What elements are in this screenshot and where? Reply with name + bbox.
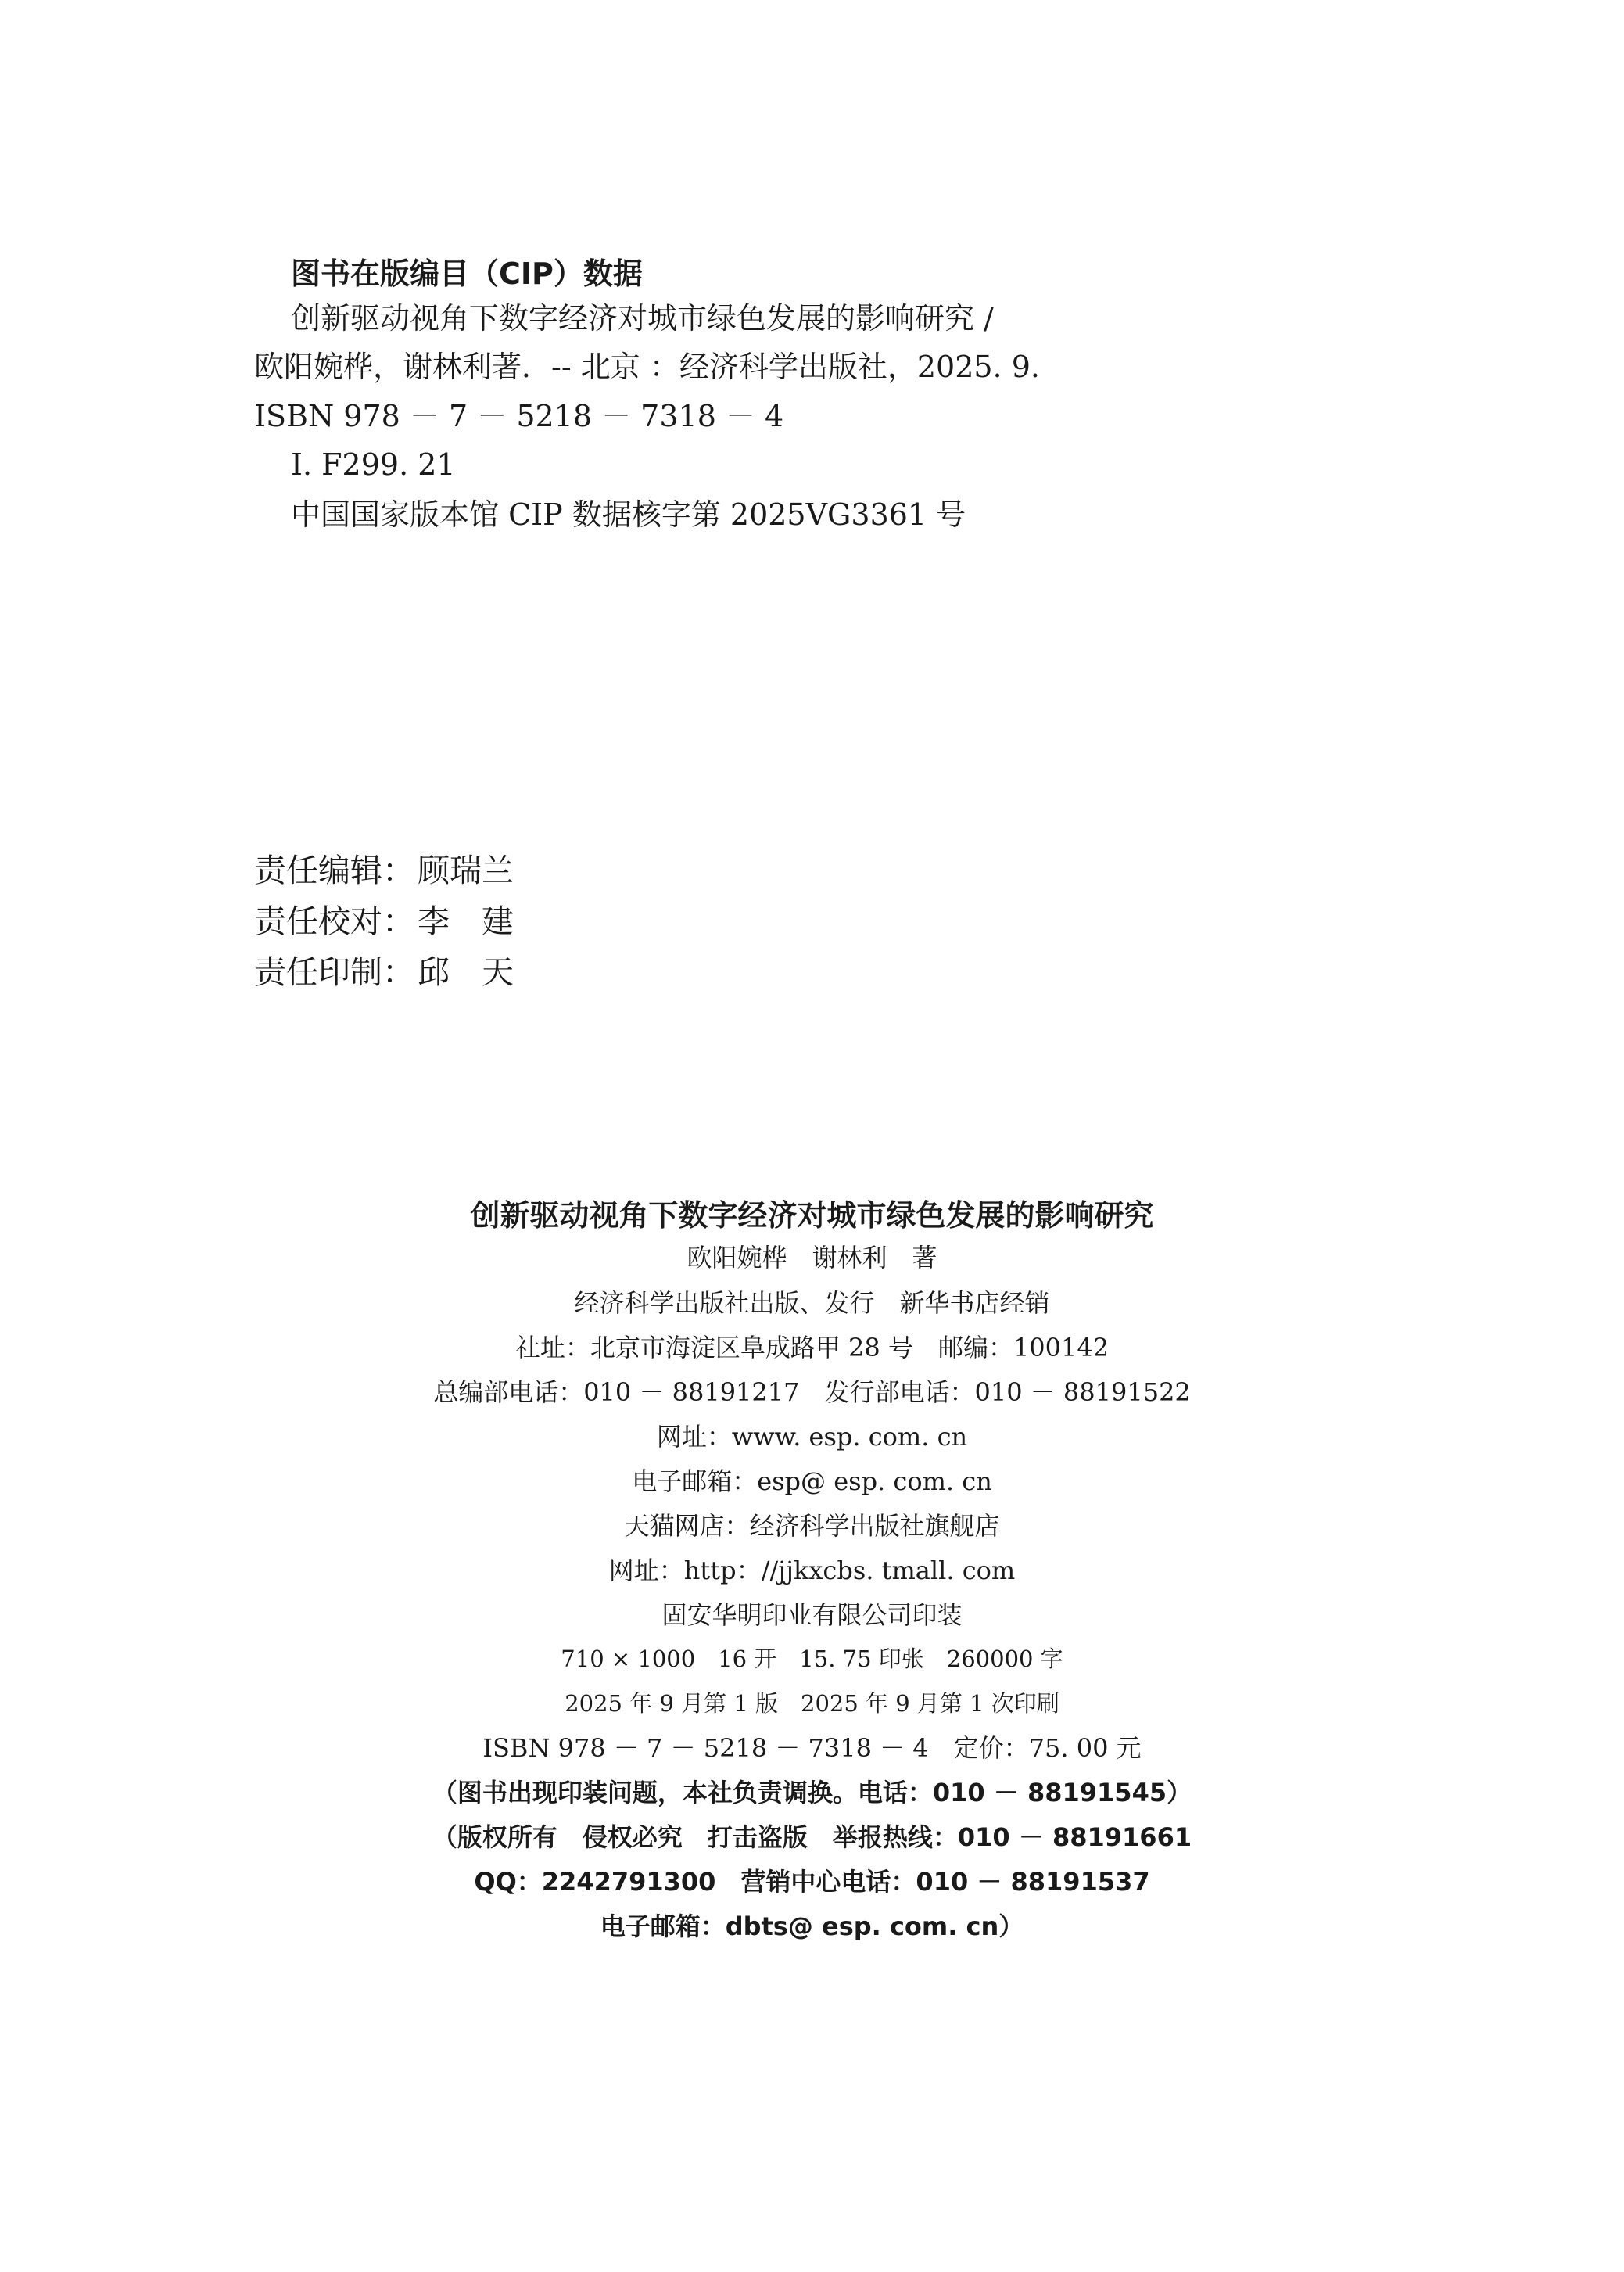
cip-class-line: Ⅰ. F299. 21 xyxy=(291,447,456,482)
imprint-printer: 固安华明印业有限公司印装 xyxy=(661,1600,963,1630)
imprint-tmall-url: 网址：http：//jjkxcbs. tmall. com xyxy=(608,1556,1016,1585)
imprint-email: 电子邮箱：esp@ esp. com. cn xyxy=(632,1466,992,1496)
imprint-website: 网址：www. esp. com. cn xyxy=(656,1422,968,1452)
staff-printing-label: 责任印制： xyxy=(254,953,414,991)
imprint-notice-qq: QQ：2242791300 营销中心电话：010 － 88191537 xyxy=(474,1867,1150,1897)
staff-proofreader-name: 李 建 xyxy=(418,903,514,940)
imprint-tmall-store: 天猫网店：经济科学出版社旗舰店 xyxy=(624,1511,1000,1541)
staff-printing-name: 邱 天 xyxy=(418,953,514,991)
imprint-notice-email: 电子邮箱：dbts@ esp. com. cn） xyxy=(600,1911,1024,1941)
cip-record-line: 中国国家版本馆 CIP 数据核字第 2025VG3361 号 xyxy=(291,497,966,532)
cip-author-line: 欧阳婉桦，谢林利著．-- 北京 ：经济科学出版社，2025. 9. xyxy=(254,350,1040,384)
cip-isbn-line: ISBN 978 － 7 － 5218 － 7318 － 4 xyxy=(254,399,784,433)
imprint-authors: 欧阳婉桦 谢林利 著 xyxy=(687,1243,937,1272)
imprint-address: 社址：北京市海淀区阜成路甲 28 号 邮编：100142 xyxy=(514,1333,1110,1362)
staff-editor-label: 责任编辑： xyxy=(254,852,414,889)
imprint-notice-print: （图书出现印装问题，本社负责调换。电话：010 － 88191545） xyxy=(432,1778,1192,1807)
imprint-publisher: 经济科学出版社出版、发行 新华书店经销 xyxy=(574,1288,1050,1318)
staff-editor-name: 顾瑞兰 xyxy=(418,852,514,889)
imprint-format: 710 × 1000 16 开 15. 75 印张 260000 字 xyxy=(561,1646,1063,1672)
imprint-title: 创新驱动视角下数字经济对城市绿色发展的影响研究 xyxy=(470,1198,1154,1233)
imprint-edition: 2025 年 9 月第 1 版 2025 年 9 月第 1 次印刷 xyxy=(565,1690,1059,1717)
cip-heading: 图书在版编目（CIP）数据 xyxy=(291,257,643,291)
imprint-phones: 总编部电话：010 － 88191217 发行部电话：010 － 88191522 xyxy=(433,1377,1191,1407)
cip-title-line: 创新驱动视角下数字经济对城市绿色发展的影响研究 / xyxy=(291,301,994,336)
imprint-notice-rights: （版权所有 侵权必究 打击盗版 举报热线：010 － 88191661 xyxy=(432,1822,1192,1852)
staff-editor xyxy=(254,851,514,890)
imprint-isbn-price: ISBN 978 － 7 － 5218 － 7318 － 4 定价：75. 00 元 xyxy=(482,1733,1142,1763)
staff-proofreader xyxy=(254,902,514,941)
staff-proofreader-label: 责任校对： xyxy=(254,903,414,940)
staff-printing xyxy=(254,953,514,992)
